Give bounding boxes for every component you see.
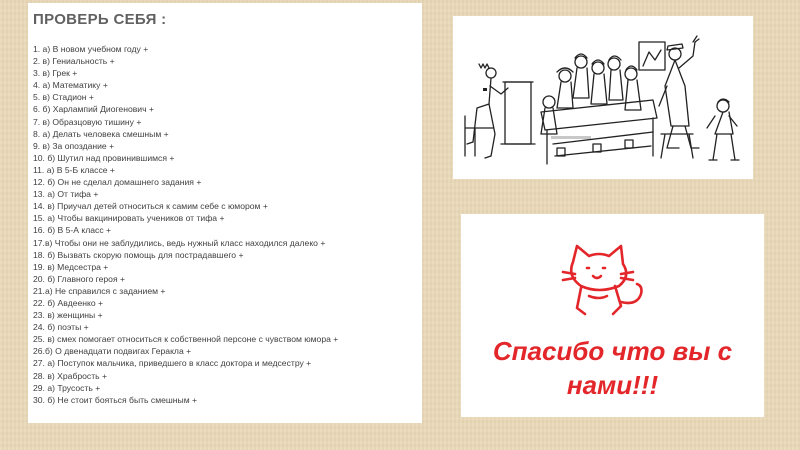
answer-item: 2. в) Гениальность + bbox=[33, 56, 115, 67]
answers-panel bbox=[28, 3, 422, 423]
quiz-title: ПРОВЕРЬ СЕБЯ : bbox=[33, 11, 167, 28]
answer-item: 17.в) Чтобы они не заблудились, ведь нужный класс находился далеко + bbox=[33, 237, 326, 248]
thanks-panel bbox=[461, 214, 764, 417]
answer-item: 14. в) Приучал детей относиться к самим себе с юмором + bbox=[33, 201, 268, 212]
cat-icon bbox=[559, 242, 649, 322]
answer-item: 1. а) В новом учебном году + bbox=[33, 44, 149, 54]
thanks-line-1: Спасибо что вы с bbox=[492, 336, 733, 366]
answer-item: 3. в) Грек + bbox=[33, 68, 78, 79]
answer-item: 24. б) поэты + bbox=[33, 322, 89, 333]
answer-item: 23. в) женщины + bbox=[33, 310, 103, 321]
answer-item: 6. б) Харлампий Диогенович + bbox=[33, 104, 154, 115]
answer-item: 16. б) В 5-А класс + bbox=[33, 225, 112, 236]
answer-item: 8. а) Делать человека смешным + bbox=[33, 128, 169, 139]
answer-item: 29. а) Трусость + bbox=[33, 382, 101, 393]
answer-item: 21.а) Не справился с заданием + bbox=[33, 285, 166, 296]
answer-item: 27. а) Поступок мальчика, приведшего в класс доктора и медсестру + bbox=[33, 358, 312, 369]
classroom-illustration bbox=[453, 16, 753, 179]
answer-item: 15. а) Чтобы вакцинировать учеников от тифа + bbox=[33, 213, 225, 224]
answer-item: 26.б) О двенадцати подвигах Геракла + bbox=[33, 346, 192, 357]
answer-item: 19. в) Медсестра + bbox=[33, 261, 109, 272]
answer-item: 5. в) Стадион + bbox=[33, 92, 94, 103]
thanks-message bbox=[461, 334, 764, 402]
answer-item: 25. в) смех помогает относиться к собственной персоне с чувством юмора + bbox=[33, 334, 339, 345]
answer-item: 13. а) От тифа + bbox=[33, 189, 99, 200]
answer-item: 4. а) Математику + bbox=[33, 80, 108, 91]
answer-item: 10. б) Шутил над провинившимся + bbox=[33, 152, 175, 163]
answer-item: 18. б) Вызвать скорую помощь для пострадавшего + bbox=[33, 249, 244, 260]
answers-list bbox=[33, 43, 422, 406]
answer-item: 11. а) В 5-Б классе + bbox=[33, 164, 115, 175]
answer-item: 7. в) Образцовую тишину + bbox=[33, 116, 142, 127]
thanks-line-2: нами!!! bbox=[566, 370, 659, 400]
answer-item: 12. б) Он не сделал домашнего задания + bbox=[33, 177, 202, 188]
answer-item: 20. б) Главного героя + bbox=[33, 273, 126, 284]
illustration-panel bbox=[453, 16, 753, 179]
answer-item: 30. б) Не стоит бояться быть смешным + bbox=[33, 394, 198, 405]
answer-item: 22. б) Авдеенко + bbox=[33, 297, 104, 308]
answer-item: 9. в) За опоздание + bbox=[33, 140, 115, 151]
answer-item: 28. в) Храбрость + bbox=[33, 370, 108, 381]
